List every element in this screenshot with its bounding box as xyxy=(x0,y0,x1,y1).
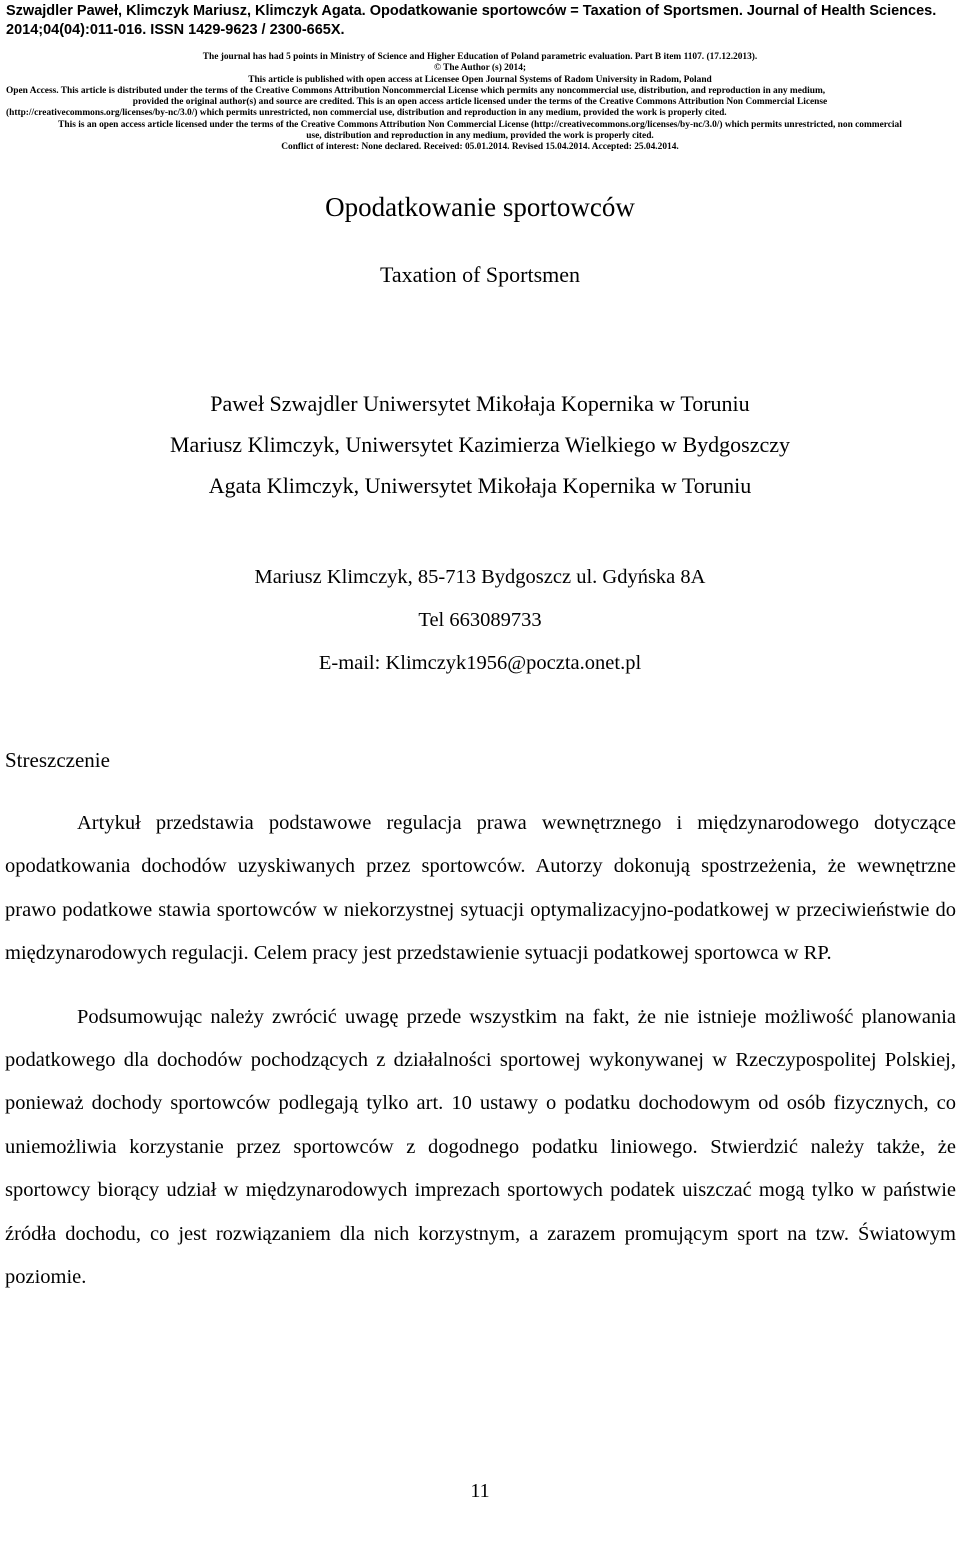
notice-line: Open Access. This article is distributed under the terms of the Creative Commons Attribution Noncommercial License which permits any noncommercial use, distribution, and reproduction in any medium, xyxy=(6,85,826,96)
notice-line: The journal has had 5 points in Ministry of Science and Higher Education of Poland parametric evaluation. Part B item 1107. (17.12.2013). xyxy=(202,52,758,62)
author-line: Agata Klimczyk, Uniwersytet Mikołaja Kopernika w Toruniu xyxy=(208,473,752,498)
notice-line: (http://creativecommons.org/licenses/by-nc/3.0/) which permits unrestricted, non commercial use, distribution and reproduction in any medium, provided the work is properly cited. xyxy=(6,108,727,119)
citation-header: Szwajdler Paweł, Klimczyk Mariusz, Klimczyk Agata. Opodatkowanie sportowców = Taxation of Sportsmen. Journal of Health Sciences. 2014;04(04):011-016. ISSN 1429-9623 / 2300-665X. xyxy=(6,3,937,38)
contact-email: E-mail: Klimczyk1956@poczta.onet.pl xyxy=(318,652,642,674)
notice-line: This article is published with open access at Licensee Open Journal Systems of Radom University in Radom, Poland xyxy=(248,74,712,85)
notice-line: © The Author (s) 2014; xyxy=(433,63,527,74)
notice-line: Conflict of interest: None declared. Received: 05.01.2014. Revised 15.04.2014. Accepted: 25.04.2014. xyxy=(281,142,679,153)
abstract-paragraph: Artykuł przedstawia podstawowe regulacja prawa wewnętrznego i międzynarodowego dotyczące opodatkowania dochodów uzyskiwanych przez sportowców. Autorzy dokonują spostrzeżenia, że wewnętrzne prawo podatkowe stawia sportowców w niekorzystnej sytuacji optymalizacyjno-podatkowej w przeciwieństwie do międzynarodowych regulacji. Celem pracy jest przedstawienie sytuacji podatkowej sportowca w RP. xyxy=(5,812,956,965)
page-number: 11 xyxy=(470,1480,490,1502)
author-list xyxy=(0,383,960,506)
notice-line: provided the original author(s) and source are credited. This is an open access article licensed under the terms of the Creative Commons Attribution Non Commercial License xyxy=(132,97,828,108)
journal-notice xyxy=(0,52,960,154)
abstract-paragraph: Podsumowując należy zwrócić uwagę przede wszystkim na fakt, że nie istnieje możliwość planowania podatkowego dla dochodów pochodzących z działalności sportowej wykonywanej w Rzeczypospolitej Polskiej, ponieważ dochody sportowców podlegają tylko art. 10 ustawy o podatku dochodowym od osób fizycznych, co uniemożliwia korzystanie przez sportowców z dogodnego podatku liniowego. Stwierdzić należy także, że sportowcy biorący udział w międzynarodowych imprezach sportowych podatek uiszczać mogą tylko w państwie źródła dochodu, co jest rozwiązaniem dla nich korzystnym, a zarazem promującym sport na tzw. Światowym poziomie. xyxy=(5,1005,956,1289)
author-line: Mariusz Klimczyk, Uniwersytet Kazimierza Wielkiego w Bydgoszczy xyxy=(169,432,791,457)
title-polish: Opodatkowanie sportowców xyxy=(325,192,635,222)
abstract-heading: Streszczenie xyxy=(5,748,110,772)
contact-phone: Tel 663089733 xyxy=(418,609,542,631)
contact-address: Mariusz Klimczyk, 85-713 Bydgoszcz ul. Gdyńska 8A xyxy=(254,566,706,588)
notice-line: This is an open access article licensed under the terms of the Creative Commons Attribution Non Commercial License (http://creativecommons.org/licenses/by-nc/3.0/) which permits unrestricted, non commercial xyxy=(58,119,902,130)
title-english: Taxation of Sportsmen xyxy=(379,262,581,287)
author-line: Paweł Szwajdler Uniwersytet Mikołaja Kopernika w Toruniu xyxy=(210,391,750,416)
notice-line: use, distribution and reproduction in any medium, provided the work is properly cited. xyxy=(306,131,654,142)
corresponding-contact xyxy=(0,556,960,685)
abstract-body xyxy=(5,802,956,1319)
